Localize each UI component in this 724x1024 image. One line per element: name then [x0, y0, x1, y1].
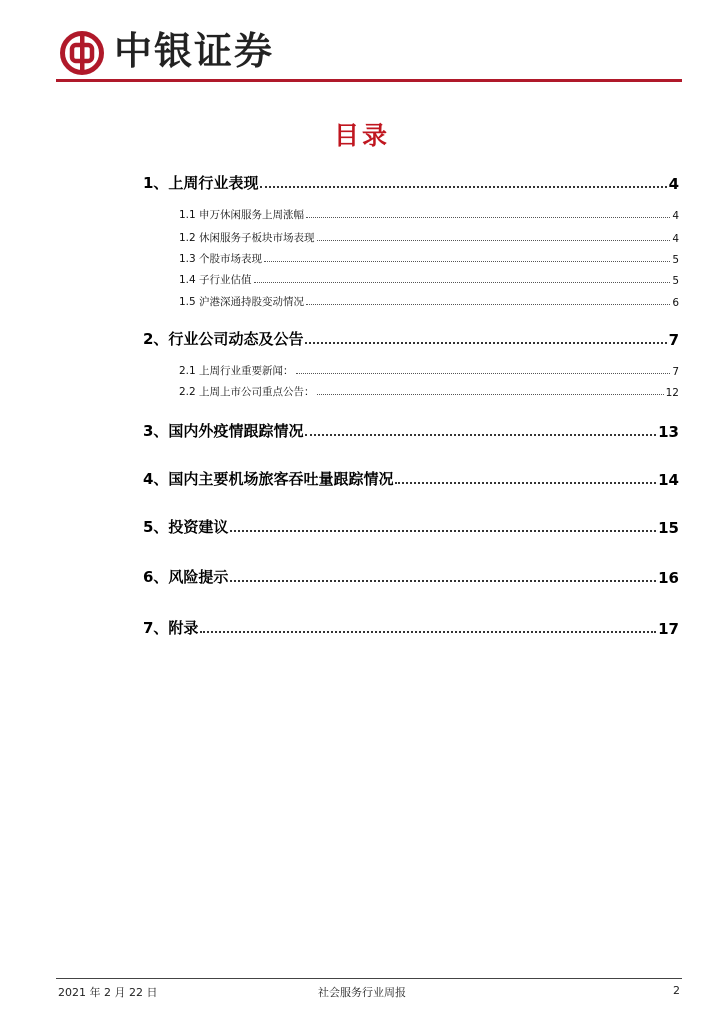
toc-dot-leader: [296, 373, 671, 374]
toc-entry-page: 14: [658, 471, 679, 489]
toc-entry-label: 1.1 申万休闲服务上周涨幅: [179, 209, 305, 221]
toc-entry-label: 2.1 上周行业重要新闻：: [179, 365, 294, 377]
toc-entry-page: 12: [665, 387, 679, 399]
toc-entry-label: 7、附录: [143, 619, 199, 637]
toc-entry-page: 5: [672, 275, 679, 287]
toc-dot-leader: [305, 342, 666, 344]
toc-entry-page: 6: [672, 297, 679, 309]
footer-date: 2021 年 2 月 22 日: [58, 986, 158, 999]
toc-entry-label: 1.3 个股市场表现: [179, 253, 263, 265]
toc-section-entry[interactable]: [143, 616, 679, 638]
toc-entry-label: 5、投资建议: [143, 518, 229, 536]
toc-entry-label: 1.2 休闲服务子板块市场表现: [179, 232, 315, 244]
toc-subsection-entry[interactable]: [179, 250, 679, 266]
footer-divider: [56, 978, 682, 979]
toc-dot-leader: [306, 217, 670, 218]
toc-dot-leader: [254, 282, 671, 283]
toc-entry-label: 3、国内外疫情跟踪情况: [143, 422, 304, 440]
toc-entry-page: 15: [658, 519, 679, 537]
toc-section-entry[interactable]: [143, 515, 679, 537]
toc-dot-leader: [230, 580, 656, 582]
toc-entry-label: 1.5 沪港深通持股变动情况: [179, 296, 305, 308]
footer-page-number: 2: [673, 984, 680, 997]
toc-section-entry[interactable]: [143, 565, 679, 587]
toc-entry-page: 4: [672, 210, 679, 222]
toc-subsection-entry[interactable]: [179, 206, 679, 222]
toc-entry-page: 7: [668, 331, 679, 349]
toc-section-entry[interactable]: [143, 171, 679, 193]
toc-dot-leader: [317, 394, 664, 395]
toc-entry-page: 7: [672, 366, 679, 378]
toc-dot-leader: [264, 261, 670, 262]
toc-dot-leader: [230, 530, 656, 532]
toc-entry-page: 5: [672, 254, 679, 266]
page-header: [0, 0, 724, 90]
toc-subsection-entry[interactable]: [179, 383, 679, 399]
toc-subsection-entry[interactable]: [179, 229, 679, 245]
toc-subsection-entry[interactable]: [179, 362, 679, 378]
toc-dot-leader: [317, 240, 671, 241]
toc-section-entry[interactable]: [143, 327, 679, 349]
toc-entry-label: 4、国内主要机场旅客吞吐量跟踪情况: [143, 470, 394, 488]
toc-entry-page: 13: [658, 423, 679, 441]
toc-entry-label: 6、风险提示: [143, 568, 229, 586]
toc-entry-label: 1.4 子行业估值: [179, 274, 252, 286]
toc-section-entry[interactable]: [143, 419, 679, 441]
footer-report-name: 社会服务行业周报: [318, 986, 406, 999]
toc-entry-label: 2.2 上周上市公司重点公告：: [179, 386, 315, 398]
toc-dot-leader: [306, 304, 670, 305]
toc-dot-leader: [200, 631, 656, 633]
toc-entry-label: 2、行业公司动态及公告: [143, 330, 304, 348]
company-name: 中银证券: [114, 28, 275, 73]
toc-entry-page: 16: [658, 569, 679, 587]
toc-entry-page: 4: [672, 233, 679, 245]
toc-dot-leader: [395, 482, 656, 484]
bank-of-china-logo-icon: [59, 30, 105, 76]
toc-entry-page: 17: [658, 620, 679, 638]
toc-section-entry[interactable]: [143, 467, 679, 489]
toc-subsection-entry[interactable]: [179, 293, 679, 309]
toc-dot-leader: [305, 434, 656, 436]
toc-dot-leader: [260, 186, 666, 188]
toc-subsection-entry[interactable]: [179, 271, 679, 287]
page-title: 目录: [333, 121, 390, 150]
toc-entry-page: 4: [668, 175, 679, 193]
header-divider: [56, 79, 682, 82]
toc-entry-label: 1、上周行业表现: [143, 174, 259, 192]
